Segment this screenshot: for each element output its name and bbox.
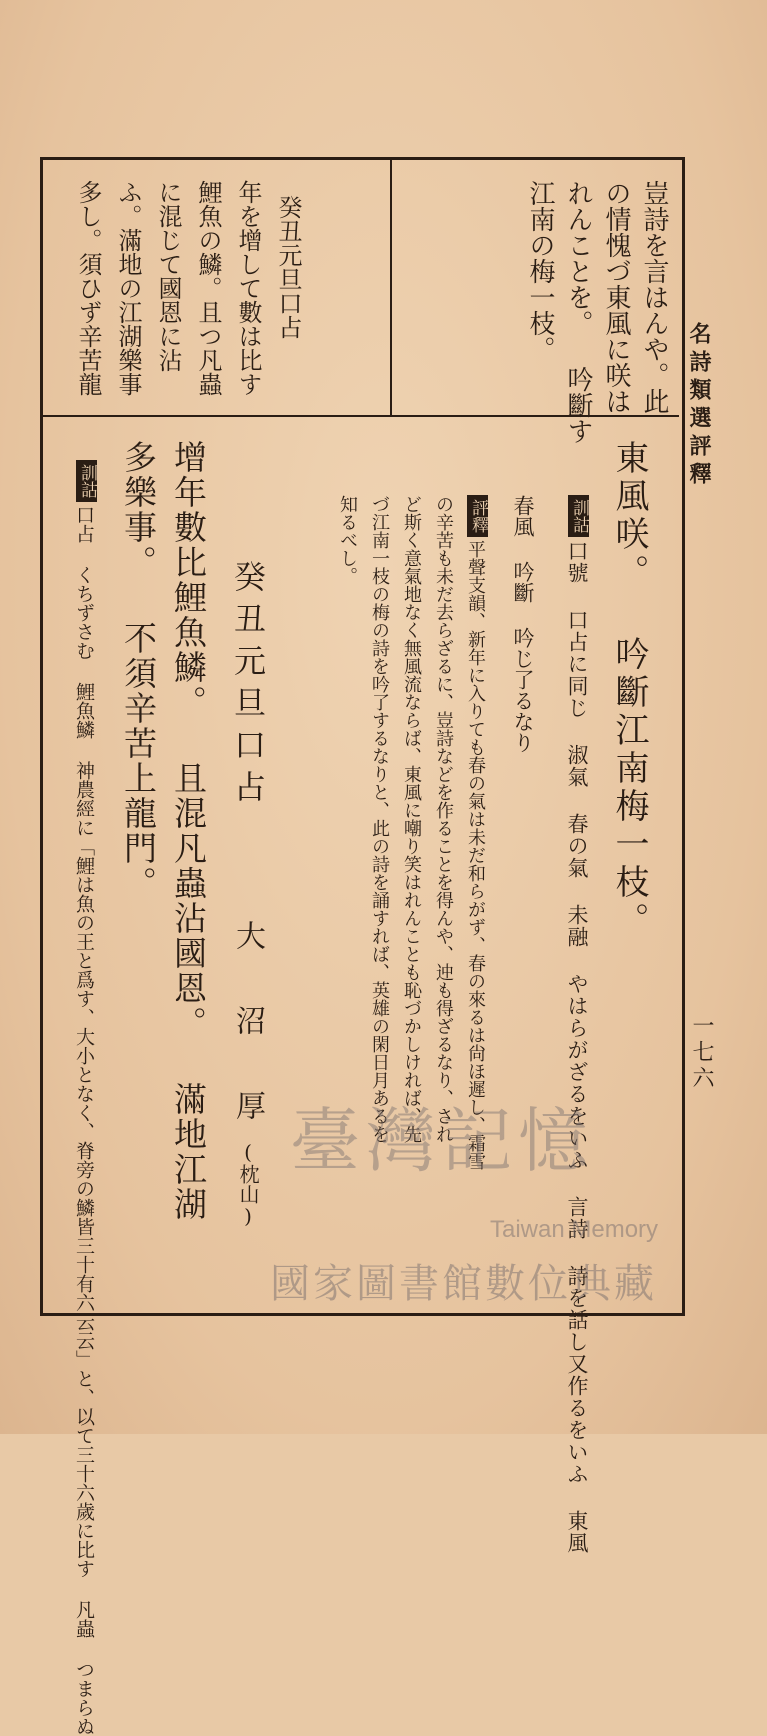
top-box-divider <box>390 157 392 415</box>
top-right-line-2: の情愧づ東風に咲は <box>601 180 631 414</box>
poem-author: 大 沼 厚 <box>230 920 265 1130</box>
poem-body-line-2: 多樂事。 不須辛苦上龍門。 <box>119 440 158 901</box>
kunko-2-line: 口占 くちずさむ 鯉魚鱗 神農經に「鯉は魚の王と爲す、大小となく、脊旁の鱗皆三十有六云云」と、以て三十六歲に比す 凡蟲 つまらぬ <box>73 505 95 1736</box>
watermark-english: Taiwan Memory <box>490 1216 659 1243</box>
kunko-label-1 <box>568 495 589 537</box>
poem-author-alias: (枕山) <box>236 1140 260 1228</box>
top-left-line-3: 鯉魚の鱗。且つ凡蟲 <box>194 180 222 396</box>
hyoshaku-line-2: の辛苦も未だ去らざるに、豈詩などを作ることを得んや、迚も得ざるなり、され <box>433 495 454 1143</box>
hyoshaku-line-3: ど斯く意氣地なく無風流ならば、東風に嘲り笑はれんことも恥づかしければ、先 <box>401 495 422 1143</box>
top-right-line-3: れんことを。 吟斷す <box>563 180 593 444</box>
page-number: 一七六 <box>689 1014 714 1092</box>
hyoshaku-line-5: 知るべし。 <box>337 495 358 585</box>
running-title: 名詩類選評釋 <box>686 322 712 490</box>
watermark-logo: 臺灣記憶 <box>290 1100 594 1182</box>
kunko-label-1-text: 訓詁 <box>568 495 589 537</box>
poem-line-main: 東風咲。 吟斷江南梅一枝。 <box>609 440 649 940</box>
kunko-label-2-text: 訓詁 <box>76 460 97 502</box>
top-left-line-5: ふ。滿地の江湖樂事 <box>114 180 142 396</box>
hyoshaku-line-4: づ江南一枝の梅の詩を吟了するなりと、此の詩を誦すれば、英雄の閑日月あるを <box>369 495 390 1143</box>
watermark-institution: 國家圖書館數位典藏 <box>270 1261 657 1307</box>
kunko-1-line-1: 口號 口占に同じ 淑氣 春の氣 未融 やはらがざるをいふ 言詩 詩を話し又作るをいふ 東風 <box>565 540 589 1554</box>
top-left-line-6: 多し。須ひず辛苦龍 <box>74 180 102 396</box>
top-left-line-4: に混じて國恩に沾 <box>154 180 182 372</box>
kunko-label-2 <box>76 460 97 502</box>
top-left-title: 癸丑元旦口占 <box>274 195 302 339</box>
top-right-line-1: 豈詩を言はんや。此 <box>639 180 669 414</box>
top-left-line-2: 年を增して數は比す <box>234 180 262 396</box>
hyoshaku-label <box>467 495 488 537</box>
poem-body-line-1: 增年數比鯉魚鱗。 且混凡蟲沾國恩。 滿地江湖 <box>169 440 208 1222</box>
hyoshaku-label-text: 評釋 <box>467 495 488 537</box>
top-right-line-4: 江南の梅一枝。 <box>525 180 555 362</box>
poem-title: 癸丑元旦口占 <box>229 560 267 812</box>
kunko-1-line-2: 春風 吟斷 吟じ了るなり <box>511 495 535 753</box>
hyoshaku-line-1: 平聲支韻、新年に入りても春の氣は未だ和らがず、春の來るは尙ほ遲し、霜雪 <box>465 540 486 1170</box>
